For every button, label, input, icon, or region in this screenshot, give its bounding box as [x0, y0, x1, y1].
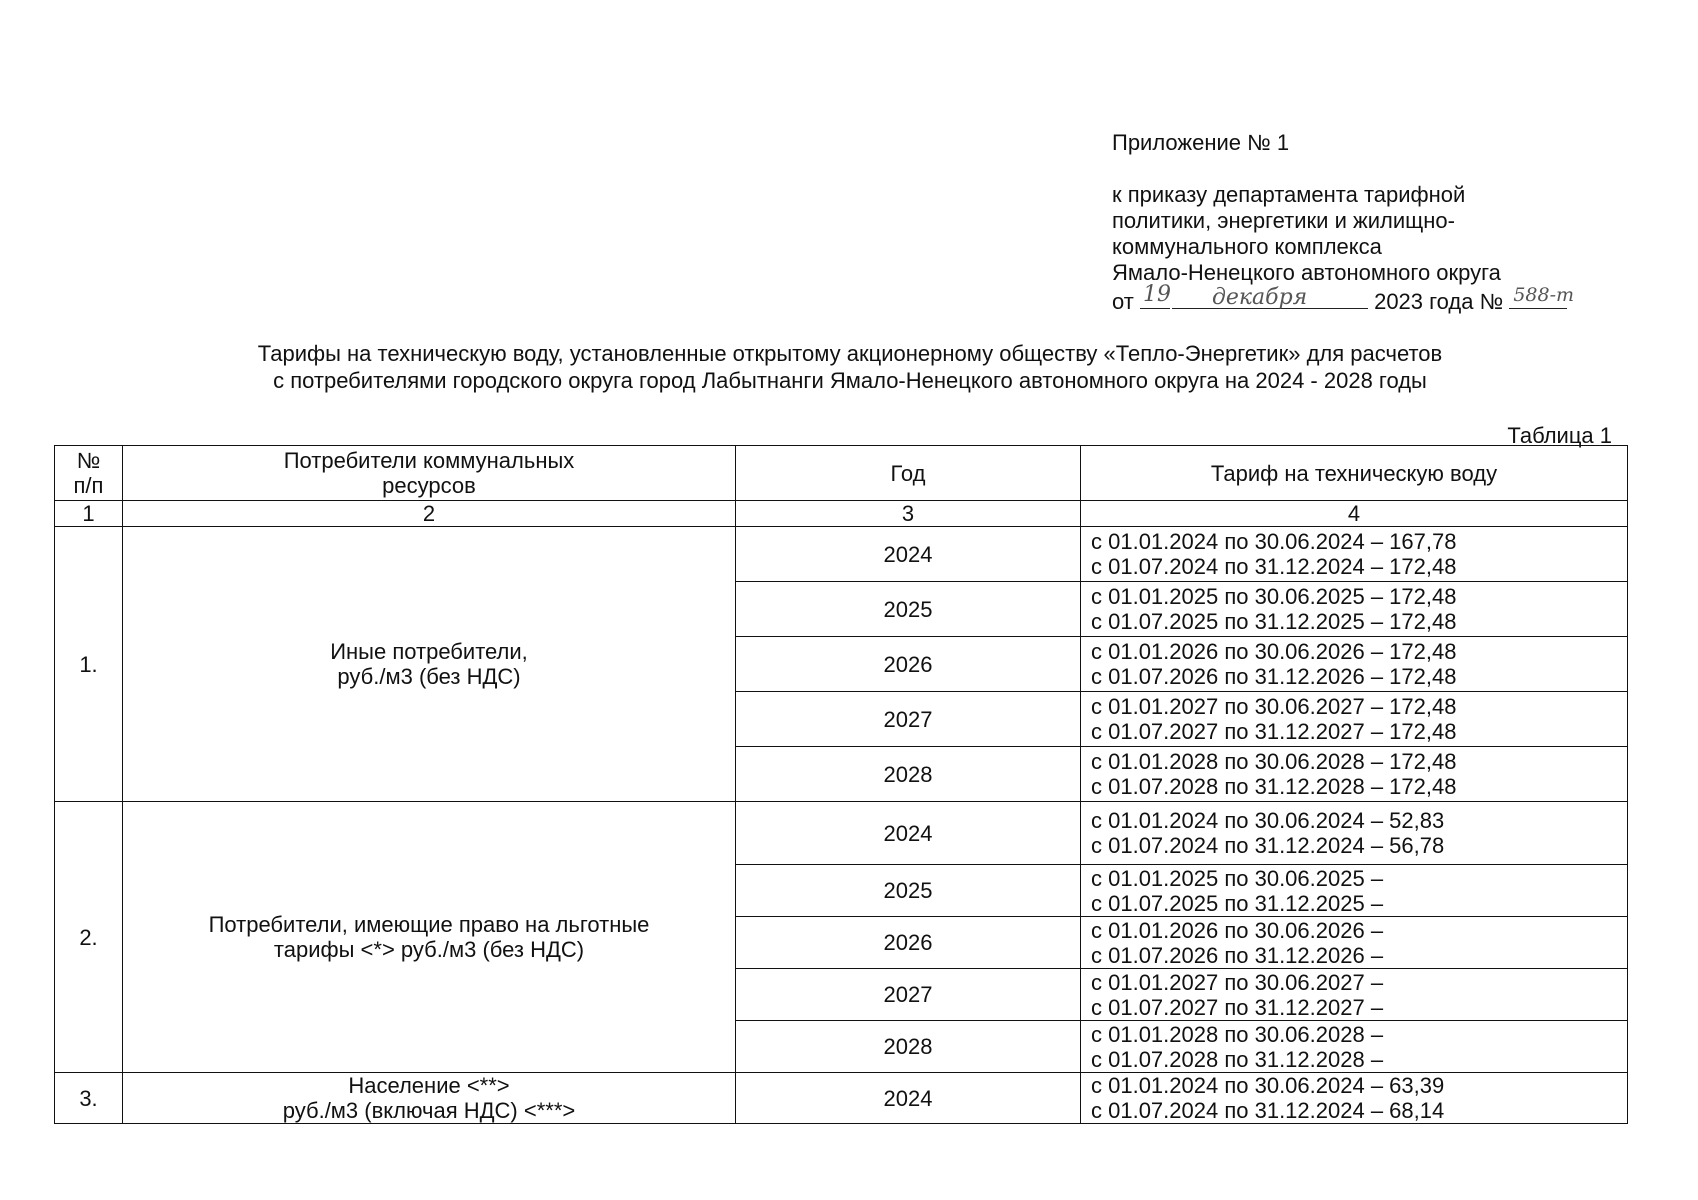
header-row [55, 446, 1628, 501]
table-row [55, 1073, 1628, 1124]
consumer-cell: Население <**> руб./м3 (включая НДС) <***> [123, 1073, 736, 1124]
tariff-cell: с 01.01.2026 по 30.06.2026 – с 01.07.2026 по 31.12.2026 – [1081, 917, 1628, 969]
day-blank [1140, 282, 1171, 309]
tariff-cell: с 01.01.2024 по 30.06.2024 – 167,78 с 01.07.2024 по 31.12.2024 – 172,48 [1081, 527, 1628, 582]
tariff-cell: с 01.01.2028 по 30.06.2028 – с 01.07.2028 по 31.12.2028 – [1081, 1021, 1628, 1073]
tariff-cell: с 01.01.2024 по 30.06.2024 – 52,83 с 01.07.2024 по 31.12.2024 – 56,78 [1081, 802, 1628, 865]
year-cell: 2027 [736, 692, 1081, 747]
col-number: 3 [736, 501, 1081, 527]
table-row [55, 527, 1628, 582]
tariff-cell: с 01.01.2024 по 30.06.2024 – 63,39 с 01.07.2024 по 31.12.2024 – 68,14 [1081, 1073, 1628, 1124]
table-row [55, 802, 1628, 865]
appendix-title: Приложение № 1 [1112, 130, 1290, 155]
year-cell: 2025 [736, 865, 1081, 917]
year-cell: 2028 [736, 1021, 1081, 1073]
col-number: 2 [123, 501, 736, 527]
appendix-line: коммунального комплекса [1112, 234, 1382, 259]
appendix-block [1112, 130, 1652, 315]
header-consumer: Потребители коммунальных ресурсов [123, 446, 736, 501]
tariff-cell: с 01.01.2027 по 30.06.2027 – с 01.07.2027 по 31.12.2027 – [1081, 969, 1628, 1021]
column-number-row [55, 501, 1628, 527]
from-prefix: от [1112, 289, 1134, 314]
col-number: 4 [1081, 501, 1628, 527]
handwritten-day: 19 [1142, 282, 1171, 307]
year-cell: 2024 [736, 1073, 1081, 1124]
month-blank [1172, 286, 1368, 309]
row-num: 3. [55, 1073, 123, 1124]
title-line: с потребителями городского округа город Лабытнанги Ямало-Ненецкого автономного округа на 2024 - 2028 годы [273, 368, 1427, 393]
row-num: 1. [55, 527, 123, 802]
year-cell: 2026 [736, 637, 1081, 692]
title-line: Тарифы на техническую воду, установленные открытому акционерному обществу «Тепло-Энергетик» для расчетов [257, 341, 1443, 366]
appendix-line: политики, энергетики и жилищно- [1112, 208, 1455, 233]
col-number: 1 [55, 501, 123, 527]
year-cell: 2025 [736, 582, 1081, 637]
year-cell: 2024 [736, 527, 1081, 582]
header-tariff: Тариф на техническую воду [1081, 446, 1628, 501]
appendix-line: Ямало-Ненецкого автономного округа [1112, 260, 1501, 285]
consumer-cell: Потребители, имеющие право на льготные тарифы <*> руб./м3 (без НДС) [123, 802, 736, 1073]
tariff-cell: с 01.01.2027 по 30.06.2027 – 172,48 с 01.07.2027 по 31.12.2027 – 172,48 [1081, 692, 1628, 747]
consumer-cell: Иные потребители, руб./м3 (без НДС) [123, 527, 736, 802]
tariff-table [54, 445, 1628, 1124]
handwritten-number: 588-т [1513, 284, 1575, 306]
year-cell: 2028 [736, 747, 1081, 802]
header-year: Год [736, 446, 1081, 501]
tariff-cell: с 01.01.2025 по 30.06.2025 – с 01.07.2025 по 31.12.2025 – [1081, 865, 1628, 917]
document-title [60, 340, 1640, 394]
tariff-cell: с 01.01.2028 по 30.06.2028 – 172,48 с 01.07.2028 по 31.12.2028 – 172,48 [1081, 747, 1628, 802]
table-label: Таблица 1 [1507, 423, 1612, 448]
year-cell: 2024 [736, 802, 1081, 865]
year-text: 2023 года № [1374, 289, 1504, 314]
tariff-cell: с 01.01.2025 по 30.06.2025 – 172,48 с 01.07.2025 по 31.12.2025 – 172,48 [1081, 582, 1628, 637]
header-num: № п/п [55, 446, 123, 501]
handwritten-month: декабря [1211, 285, 1308, 310]
order-date-line [1112, 282, 1652, 315]
tariff-cell: с 01.01.2026 по 30.06.2026 – 172,48 с 01.07.2026 по 31.12.2026 – 172,48 [1081, 637, 1628, 692]
row-num: 2. [55, 802, 123, 1073]
year-cell: 2026 [736, 917, 1081, 969]
number-blank [1509, 284, 1575, 309]
year-cell: 2027 [736, 969, 1081, 1021]
appendix-line: к приказу департамента тарифной [1112, 182, 1466, 207]
